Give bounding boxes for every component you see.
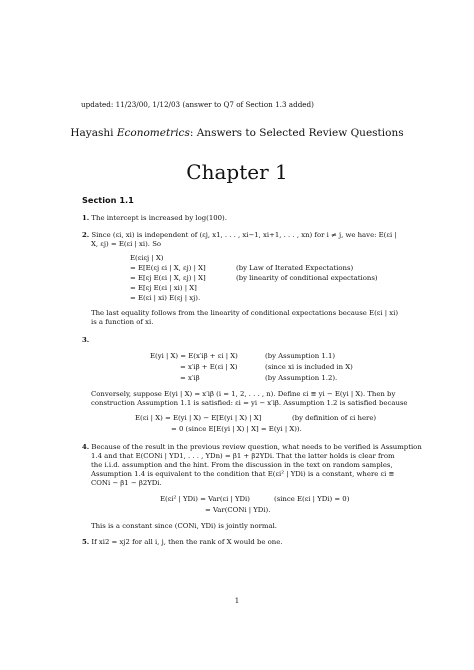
question-5: [82, 538, 283, 547]
question-text: Since (εi, xi) is independent of (εj, x1, . . . , xi−1, xi+1, . . . , xn) for i ≠ j, we have: E(εi |: [91, 231, 397, 239]
question-3-number: [82, 336, 89, 345]
question-2-line-1: [82, 231, 397, 240]
section-heading: Section 1.1: [82, 195, 134, 205]
equation-line: = E[E(εj εi | X, εj) | X]: [130, 264, 206, 272]
title-emphasis: Econometrics: [116, 127, 190, 139]
question-4-conclusion: This is a constant since (CONi, YDi) is jointly normal.: [91, 522, 277, 530]
question-1: [82, 214, 227, 223]
document-title: [0, 127, 474, 139]
question-3-para-1: Conversely, suppose E(yi | X) = x′iβ (i = 1, 2, . . . , n). Define εi ≡ yi − E(yi | X). Then by: [91, 390, 396, 398]
update-note: updated: 11/23/00, 1/12/03 (answer to Q7 of Section 1.3 added): [81, 100, 314, 109]
equation-note: (since E(εi | YDi) = 0): [274, 495, 350, 503]
equation-line: E(εiεj | X): [130, 254, 164, 262]
question-text: If xi2 = xj2 for all i, j, then the rank of X would be one.: [91, 538, 283, 546]
question-number: 2.: [82, 231, 90, 239]
question-4-line-4: Assumption 1.4 is equivalent to the condition that E(εi² | YDi) is a constant, where εi ≡: [91, 470, 395, 478]
question-3-para-2: construction Assumption 1.1 is satisfied: εi = yi − x′iβ. Assumption 1.2 is satisfied because: [91, 399, 408, 407]
equation-line: E(εi² | YDi) = Var(εi | YDi): [160, 495, 250, 503]
equation-line: = E(εi | xi) E(εj | xj).: [130, 294, 201, 302]
equation-line: E(yi | X) = E(x′iβ + εi | X): [150, 352, 238, 360]
question-4-line-5: CONi − β1 − β2YDi.: [91, 479, 162, 487]
equation-line: = E[εj E(εi | xi) | X]: [130, 284, 197, 292]
equation-line: = Var(CONi | YDi).: [205, 506, 271, 514]
question-2-line-2: X, εj) = E(εi | xi). So: [91, 240, 162, 248]
question-4-line-3: the i.i.d. assumption and the hint. From the discussion in the text on random samples,: [91, 461, 393, 469]
question-4-line-1: [82, 443, 422, 452]
title-post: : Answers to Selected Review Questions: [189, 127, 404, 139]
question-2-after-2: is a function of xi.: [91, 318, 154, 326]
page-number: 1: [234, 597, 240, 605]
question-number: 3.: [82, 336, 90, 344]
question-4-line-2: 1.4 and that E(CONi | YD1, . . . , YDn) = β1 + β2YDi. That the latter holds is clear from: [91, 452, 395, 460]
equation-line: E(εi | X) = E(yi | X) − E[E(yi | X) | X]: [135, 414, 262, 422]
equation-note: (by Assumption 1.1): [265, 352, 336, 360]
equation-line: = x′iβ: [180, 374, 200, 382]
equation-note: (by Assumption 1.2).: [265, 374, 338, 382]
question-text: The intercept is increased by log(100).: [91, 214, 227, 222]
equation-line: = E[εj E(εi | X, εj) | X]: [130, 274, 206, 282]
equation-note: (by definition of εi here): [292, 414, 377, 422]
question-text: Because of the result in the previous review question, what needs to be verified is Assumption: [91, 443, 422, 451]
chapter-heading: Chapter 1: [186, 160, 288, 184]
question-2-after-1: The last equality follows from the linearity of conditional expectations because E(εi | xi): [91, 309, 399, 317]
equation-line: = 0 (since E[E(yi | X) | X] = E(yi | X)).: [171, 425, 302, 433]
equation-note: (by Law of Iterated Expectations): [236, 264, 354, 272]
question-number: 1.: [82, 214, 90, 222]
question-number: 4.: [82, 443, 90, 451]
equation-note: (by linearity of conditional expectations): [236, 274, 378, 282]
question-number: 5.: [82, 538, 90, 546]
title-pre: Hayashi: [70, 127, 117, 139]
equation-note: (since xi is included in X): [265, 363, 353, 371]
equation-line: = x′iβ + E(εi | X): [180, 363, 238, 371]
